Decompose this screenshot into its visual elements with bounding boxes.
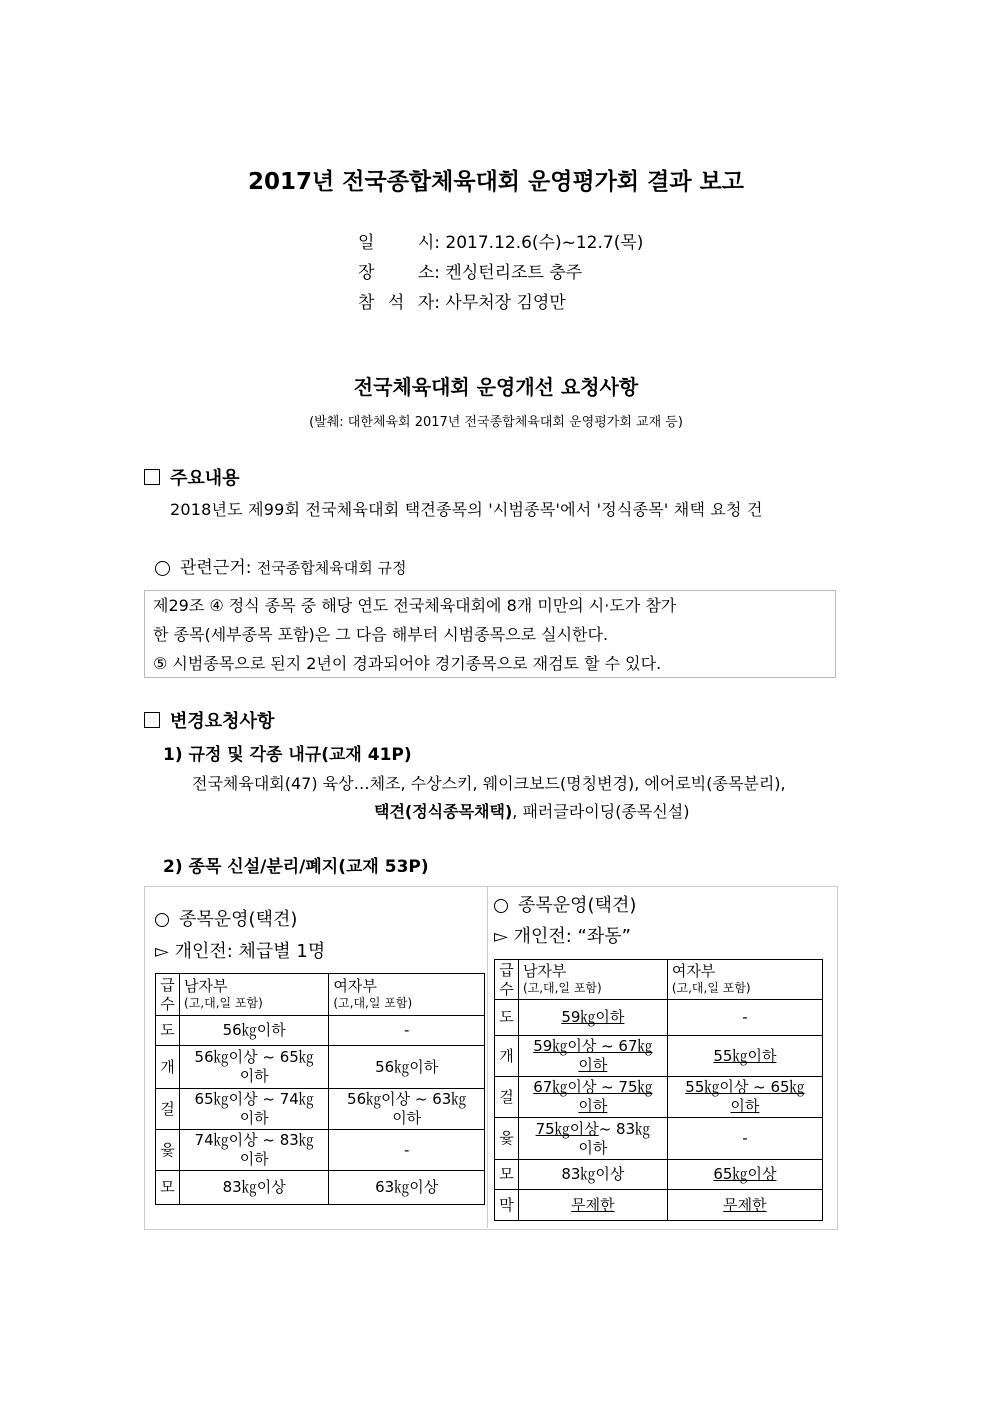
item1-title: 1) 규정 및 각종 내규(교재 41P) <box>163 745 412 765</box>
meeting-info <box>358 228 643 318</box>
grade-header: 급 수 <box>156 974 180 1016</box>
table-row: 막 무제한 무제한 <box>495 1190 823 1221</box>
meta-key: 장 소: <box>358 263 440 283</box>
rule-line: ⑤ 시범종목으로 된지 2년이 경과되어야 경기종목으로 재검토 할 수 있다. <box>153 654 662 673</box>
heading-change-requests: 변경요청사항 <box>144 707 274 733</box>
left-panel-sub: ▻ 개인전: 체급별 1명 <box>155 941 326 962</box>
meta-attendee: 사무처장 김영만 <box>445 293 566 313</box>
table-row: 윷 74㎏이상 ~ 83㎏ 이하 - <box>156 1130 485 1171</box>
circle-bullet-icon <box>155 561 170 576</box>
meta-date: 2017.12.6(수)~12.7(목) <box>445 233 644 253</box>
meta-key: 일 시: <box>358 233 440 253</box>
table-row: 도 59㎏이하 - <box>495 1000 823 1036</box>
rule-line: 한 종목(세부종목 포함)은 그 다음 해부터 시범종목으로 실시한다. <box>153 625 609 644</box>
basis-line: 관련근거: 전국종합체육대회 규정 <box>155 553 407 578</box>
meta-attendee-row <box>358 288 643 318</box>
meta-key: 참 석 자: <box>358 293 440 313</box>
table-header-row <box>156 974 485 1016</box>
rule-line: 제29조 ④ 정식 종목 중 해당 연도 전국체육대회에 8개 미만의 시·도가 참가 <box>153 596 677 615</box>
heading-main-content: 주요내용 <box>144 464 240 490</box>
rule-box <box>144 590 836 678</box>
meta-place: 켄싱턴리조트 충주 <box>445 263 583 283</box>
table-row: 모 83㎏이상 65㎏이상 <box>495 1160 823 1190</box>
table-row: 걸 65㎏이상 ~ 74㎏ 이하 56㎏이상 ~ 63㎏ 이하 <box>156 1089 485 1130</box>
item1-line: 전국체육대회(47) 육상…체조, 수상스키, 웨이크보드(명칭변경), 에어로빅(종목분리), <box>192 774 786 793</box>
right-panel-sub: ▻ 개인전: “좌동” <box>494 926 631 947</box>
summary-text: 2018년도 제99회 전국체육대회 택견종목의 '시범종목'에서 '정식종목' 채택 요청 건 <box>170 500 763 519</box>
table-header-row <box>495 960 823 1000</box>
right-weight-table <box>494 959 823 1221</box>
document-title: 2017년 전국종합체육대회 운영평가회 결과 보고 <box>248 169 744 195</box>
source-note: (발췌: 대한체육회 2017년 전국종합체육대회 운영평가회 교재 등) <box>309 415 683 430</box>
square-bullet-icon <box>144 469 160 485</box>
left-panel-heading: 종목운영(택견) <box>155 905 297 931</box>
grade-header: 급 수 <box>495 960 519 1000</box>
male-header: 남자부 (고,대,일 포함) <box>518 960 667 1000</box>
section-title: 전국체육대회 운영개선 요청사항 <box>353 375 639 399</box>
meta-place-row <box>358 258 643 288</box>
table-row: 걸 67㎏이상 ~ 75㎏ 이하 55㎏이상 ~ 65㎏ 이하 <box>495 1077 823 1118</box>
circle-bullet-icon <box>494 899 508 913</box>
item2-title: 2) 종목 신설/분리/폐지(교재 53P) <box>163 857 429 877</box>
right-panel-heading: 종목운영(택견) <box>494 891 636 917</box>
square-bullet-icon <box>144 712 160 728</box>
item1-line-2: 택견(정식종목채택), 패러글라이딩(종목신설) <box>374 802 690 821</box>
comparison-divider <box>487 886 488 1228</box>
circle-bullet-icon <box>155 913 169 927</box>
male-header: 남자부 (고,대,일 포함) <box>180 974 329 1016</box>
table-row: 개 56㎏이상 ~ 65㎏ 이하 56㎏이하 <box>156 1046 485 1089</box>
female-header: 여자부 (고,대,일 포함) <box>329 974 485 1016</box>
left-weight-table <box>155 973 485 1205</box>
table-row: 도 56㎏이하 - <box>156 1016 485 1046</box>
table-row: 개 59㎏이상 ~ 67㎏ 이하 55㎏이하 <box>495 1036 823 1077</box>
meta-date-row <box>358 228 643 258</box>
table-row: 윷 75㎏이상~ 83㎏ 이하 - <box>495 1118 823 1160</box>
female-header: 여자부 (고,대,일 포함) <box>667 960 822 1000</box>
table-row: 모 83㎏이상 63㎏이상 <box>156 1171 485 1205</box>
